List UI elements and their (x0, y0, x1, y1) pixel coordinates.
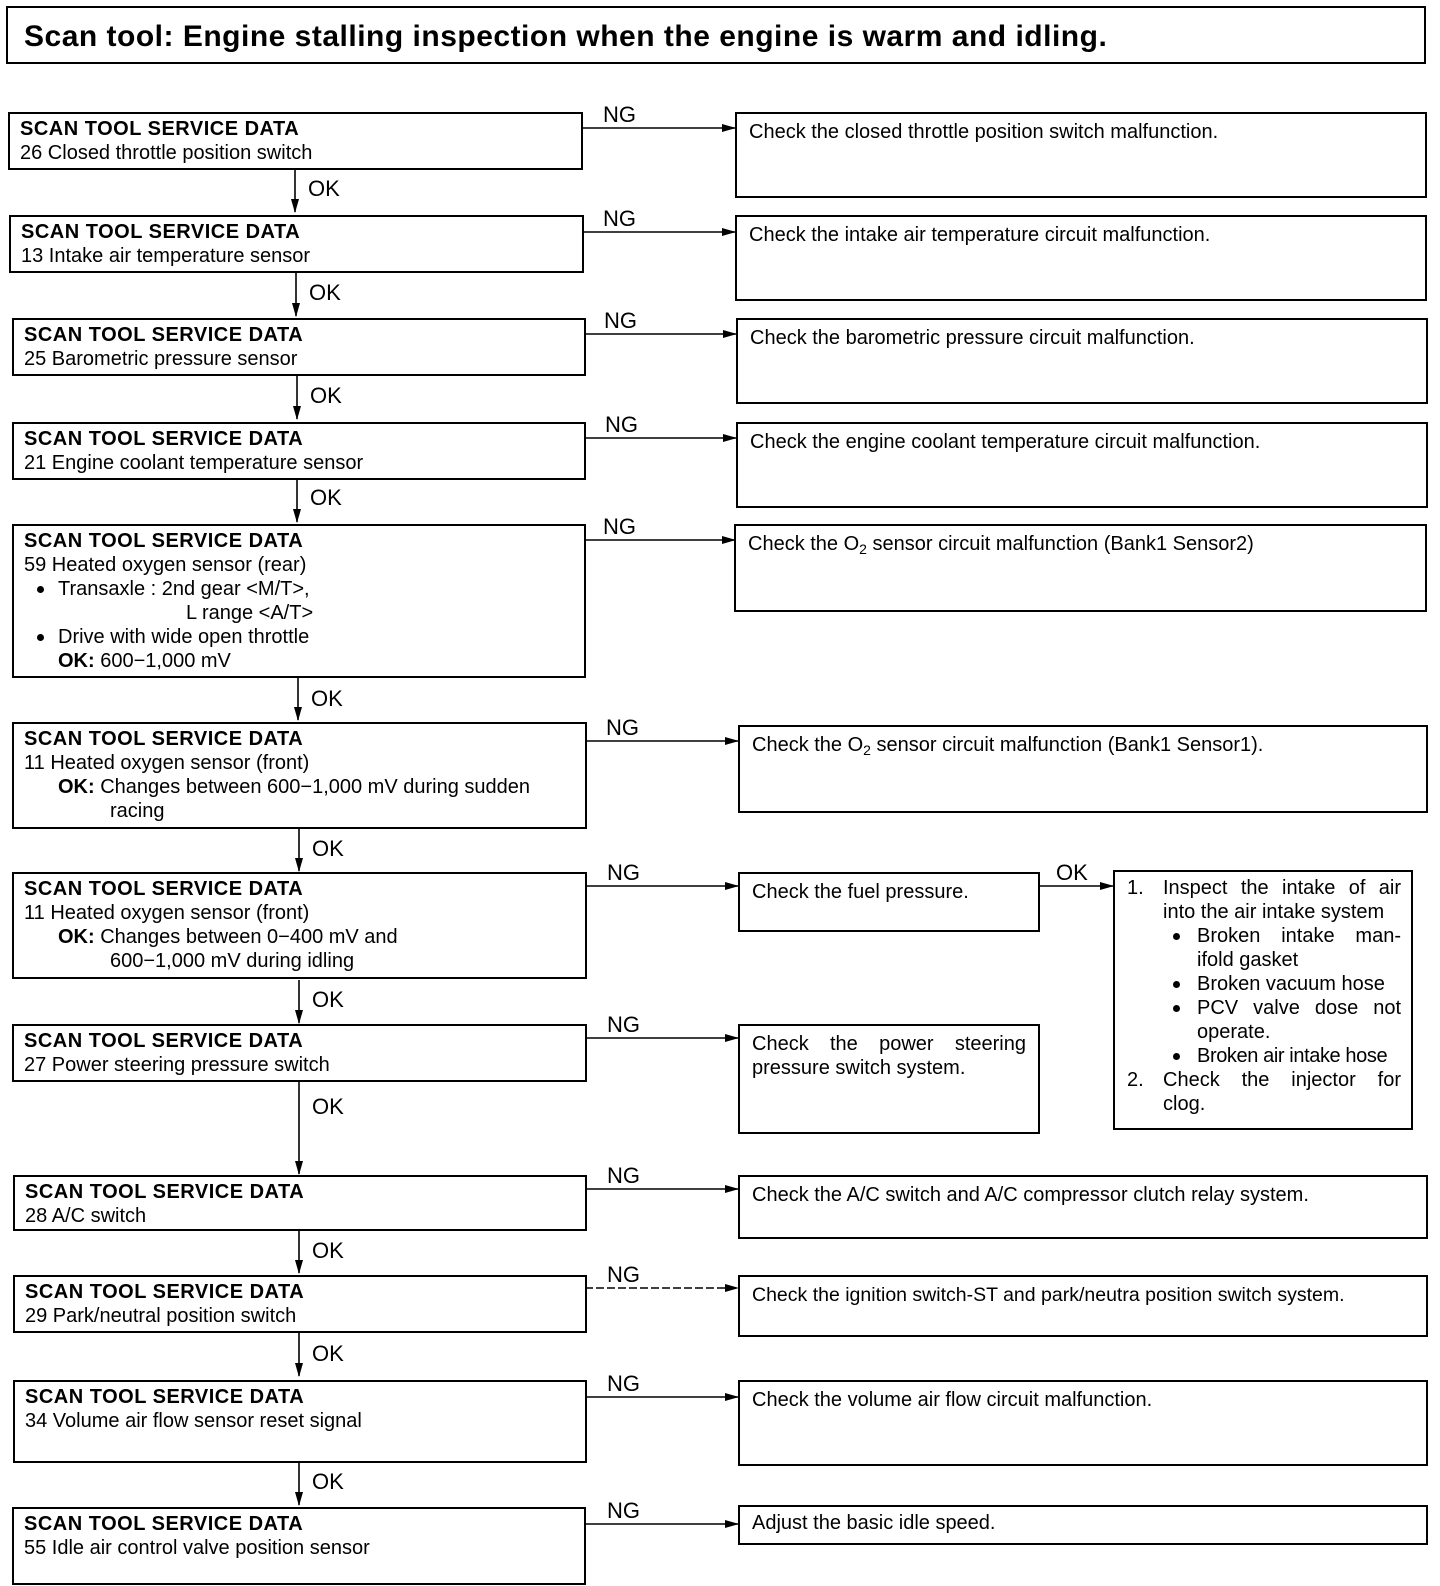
followup-text-cont: into the air intake system (1163, 901, 1385, 923)
ok-label: OK (309, 280, 341, 305)
step-box-6 (12, 722, 587, 829)
step-bullet-cont: L range <A/T> (186, 602, 314, 624)
ng-label: NG (607, 1262, 640, 1287)
followup-bullet-cont: ifold gasket (1197, 949, 1299, 971)
step-item: 13 Intake air temperature sensor (21, 245, 311, 267)
followup-text: Check the injector for (1163, 1069, 1401, 1091)
step-header: SCAN TOOL SERVICE DATA (24, 324, 304, 346)
followup-text-cont: clog. (1163, 1093, 1206, 1115)
followup-item-2 (1127, 1068, 1401, 1116)
ok-criteria-value: 600−1,000 mV (100, 650, 231, 672)
followup-number: 2. (1127, 1069, 1144, 1091)
ng-label: NG (607, 1371, 640, 1396)
ok-criteria-label: OK: (58, 926, 95, 948)
ng-label: NG (607, 1163, 640, 1188)
step-box-4 (12, 422, 586, 480)
result-text: Check the closed throttle position switch malfunction. (749, 121, 1219, 143)
step-item: 25 Barometric pressure sensor (24, 348, 298, 370)
step-box-3 (12, 318, 586, 376)
step-item: 34 Volume air flow sensor reset signal (25, 1410, 362, 1432)
result-text-post: sensor circuit malfunction (Bank1 Sensor1). (870, 734, 1264, 756)
followup-text: Inspect the intake of air (1163, 877, 1401, 899)
ok-label: OK (312, 1238, 344, 1263)
result-box-9 (738, 1175, 1428, 1239)
result-text-cont: pressure switch system. (752, 1057, 966, 1079)
step-bullet: Transaxle : 2nd gear <M/T>, (24, 577, 584, 601)
followup-bullet-cont: operate. (1197, 1021, 1271, 1043)
step-box-10 (13, 1275, 587, 1333)
step-box-9 (13, 1175, 587, 1231)
page-title: Scan tool: Engine stalling inspection when the engine is warm and idling. (24, 20, 1108, 53)
step-item: 26 Closed throttle position switch (20, 142, 313, 164)
step-item: 29 Park/neutral position switch (25, 1305, 297, 1327)
followup-bullet-text: Broken air intake hose (1197, 1045, 1388, 1067)
fuel-followup-box (1113, 870, 1413, 1130)
result-text-sub: 2 (863, 742, 871, 758)
ok-label: OK (312, 987, 344, 1012)
ok-label: OK (1056, 860, 1088, 885)
ng-label: NG (603, 514, 636, 539)
ok-criteria-cont: racing (110, 800, 165, 822)
result-box-5 (734, 524, 1427, 612)
step-header: SCAN TOOL SERVICE DATA (21, 221, 301, 243)
followup-item-1 (1127, 876, 1401, 924)
step-box-11 (13, 1380, 587, 1463)
ng-label: NG (606, 715, 639, 740)
followup-bullet (1127, 996, 1401, 1044)
ok-criteria-value: Changes between 600−1,000 mV during sudden (100, 776, 530, 798)
step-item: 55 Idle air control valve position sensor (24, 1537, 370, 1559)
result-text (752, 733, 1414, 757)
ok-label: OK (312, 1469, 344, 1494)
step-item: 28 A/C switch (25, 1205, 147, 1227)
step-box-8 (12, 1024, 587, 1082)
result-box-fuel (738, 872, 1040, 932)
step-header: SCAN TOOL SERVICE DATA (25, 1281, 305, 1303)
step-header: SCAN TOOL SERVICE DATA (24, 1513, 304, 1535)
step-item: 27 Power steering pressure switch (24, 1054, 330, 1076)
step-box-2 (9, 215, 584, 273)
result-text-post: sensor circuit malfunction (Bank1 Sensor2) (866, 533, 1254, 555)
result-text (748, 532, 1413, 556)
result-text: Check the barometric pressure circuit malfunction. (750, 327, 1195, 349)
ok-label: OK (311, 686, 343, 711)
step-header: SCAN TOOL SERVICE DATA (24, 878, 304, 900)
followup-number: 1. (1127, 877, 1144, 899)
ok-label: OK (310, 383, 342, 408)
result-text: Check the fuel pressure. (752, 881, 969, 903)
ng-label: NG (607, 1498, 640, 1523)
step-bullet: Drive with wide open throttle (24, 625, 584, 649)
result-box-12 (738, 1505, 1428, 1545)
step-header: SCAN TOOL SERVICE DATA (24, 1030, 304, 1052)
step-item: 11 Heated oxygen sensor (front) (24, 902, 310, 924)
ok-label: OK (312, 836, 344, 861)
step-header: SCAN TOOL SERVICE DATA (25, 1181, 305, 1203)
ok-criteria-label: OK: (58, 776, 95, 798)
followup-bullet-text: Broken vacuum hose (1197, 973, 1385, 995)
ng-label: NG (603, 206, 636, 231)
step-item: 59 Heated oxygen sensor (rear) (24, 554, 307, 576)
step-header: SCAN TOOL SERVICE DATA (24, 428, 304, 450)
result-text: Check the engine coolant temperature circuit malfunction. (750, 431, 1261, 453)
result-box-10 (738, 1275, 1428, 1337)
ng-label: NG (604, 308, 637, 333)
step-item: 21 Engine coolant temperature sensor (24, 452, 364, 474)
step-header: SCAN TOOL SERVICE DATA (24, 728, 304, 750)
followup-bullet-text: Broken intake man- (1197, 925, 1401, 947)
step-box-7 (12, 872, 587, 979)
followup-bullet (1127, 972, 1401, 996)
step-item: 11 Heated oxygen sensor (front) (24, 752, 310, 774)
ng-label: NG (607, 860, 640, 885)
result-box-6 (738, 725, 1428, 813)
ok-criteria-cont: 600−1,000 mV during idling (110, 950, 355, 972)
ok-criteria (24, 775, 585, 799)
ok-label: OK (312, 1341, 344, 1366)
followup-bullet (1127, 924, 1401, 972)
result-text-pre: Check the O (752, 734, 864, 756)
followup-bullet-text: PCV valve dose not (1197, 997, 1401, 1019)
result-text-pre: Check the O (748, 533, 860, 555)
result-box-1 (735, 112, 1427, 198)
result-box-3 (736, 318, 1428, 404)
result-box-8 (738, 1024, 1040, 1134)
step-box-1 (8, 112, 583, 170)
result-text: Adjust the basic idle speed. (752, 1512, 996, 1534)
result-text: Check the intake air temperature circuit malfunction. (749, 224, 1211, 246)
result-text: Check the volume air flow circuit malfunction. (752, 1389, 1153, 1411)
ok-label: OK (312, 1094, 344, 1119)
result-box-4 (736, 422, 1428, 508)
result-text: Check the ignition switch-ST and park/neutra position switch system. (752, 1284, 1345, 1306)
ng-label: NG (605, 412, 638, 437)
ng-label: NG (607, 1012, 640, 1037)
step-header: SCAN TOOL SERVICE DATA (20, 118, 300, 140)
result-text: Check the A/C switch and A/C compressor clutch relay system. (752, 1184, 1309, 1206)
result-text-sub: 2 (859, 541, 867, 557)
ok-criteria (24, 649, 584, 673)
ok-label: OK (310, 485, 342, 510)
result-box-11 (738, 1380, 1428, 1466)
ng-label: NG (603, 102, 636, 127)
ok-criteria-value: Changes between 0−400 mV and (100, 926, 398, 948)
ok-criteria (24, 925, 585, 949)
step-box-12 (12, 1507, 586, 1585)
result-box-2 (735, 215, 1427, 301)
followup-bullet (1127, 1044, 1401, 1068)
step-box-5 (12, 524, 586, 678)
ok-label: OK (308, 176, 340, 201)
step-header: SCAN TOOL SERVICE DATA (24, 530, 304, 552)
ok-criteria-label: OK: (58, 650, 95, 672)
step-header: SCAN TOOL SERVICE DATA (25, 1386, 305, 1408)
result-text: Check the power steering (752, 1033, 1026, 1055)
